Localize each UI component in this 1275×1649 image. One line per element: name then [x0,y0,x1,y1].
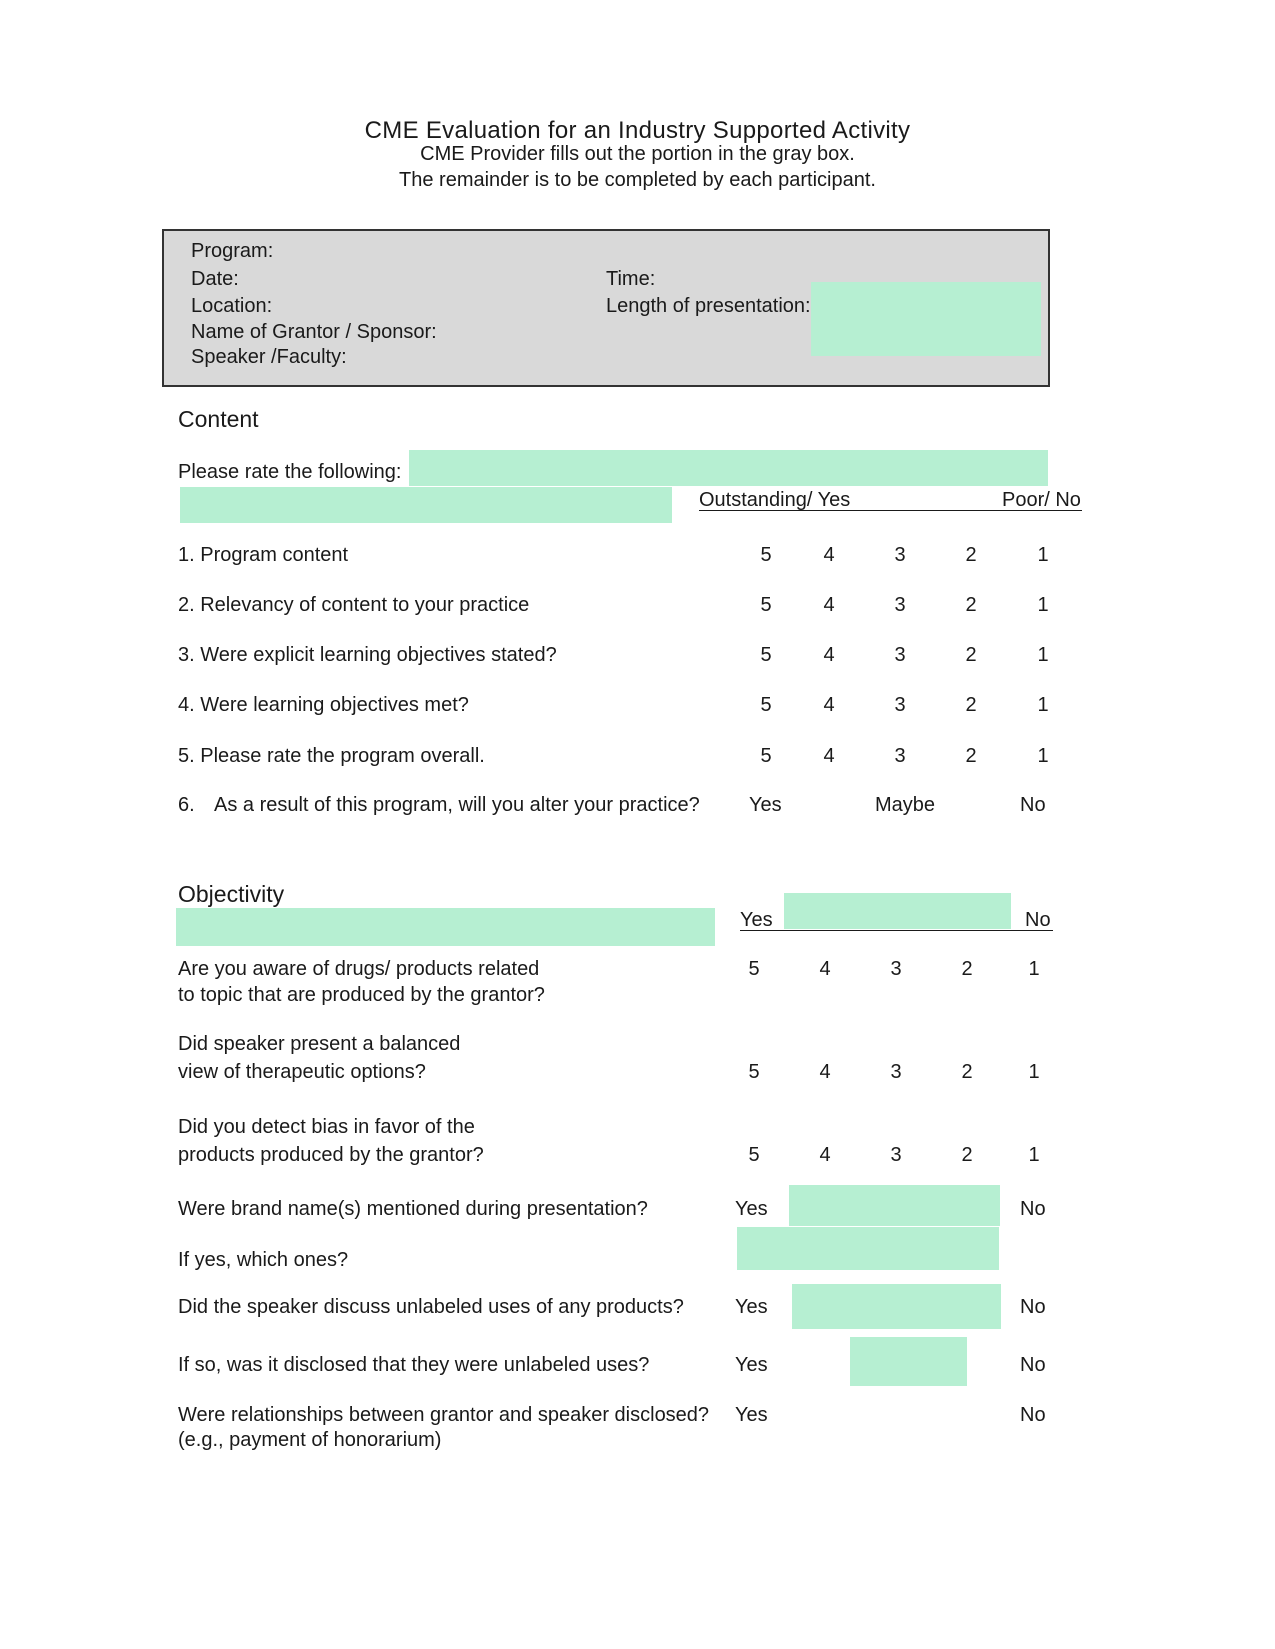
rate-label: Please rate the following: [178,461,402,483]
brand-names-question: Were brand name(s) mentioned during presentation? [178,1198,648,1220]
rating-option-2[interactable]: 2 [961,1061,973,1083]
rating-option-5[interactable]: 5 [748,958,760,980]
option-no[interactable]: No [1020,1296,1046,1318]
rating-option-1[interactable]: 1 [1028,1144,1040,1166]
rating-option-2[interactable]: 2 [965,694,977,716]
content-heading: Content [178,406,259,432]
question-label: 4. Were learning objectives met? [178,694,469,716]
rating-option-3[interactable]: 3 [890,958,902,980]
form-subtitle-1: CME Provider fills out the portion in the gray box. [420,143,855,165]
unlabeled-uses-field[interactable] [792,1284,1001,1329]
rating-option-1[interactable]: 1 [1037,745,1049,767]
rating-option-5[interactable]: 5 [748,1144,760,1166]
rating-option-1[interactable]: 1 [1037,594,1049,616]
rating-option-4[interactable]: 4 [823,644,835,666]
rating-option-4[interactable]: 4 [819,1061,831,1083]
rating-option-2[interactable]: 2 [965,544,977,566]
rating-option-4[interactable]: 4 [823,694,835,716]
location-label: Location: [191,295,273,317]
rating-option-2[interactable]: 2 [965,745,977,767]
option-no[interactable]: No [1020,1354,1046,1376]
rating-option-2[interactable]: 2 [965,594,977,616]
rating-option-2[interactable]: 2 [961,958,973,980]
question-label: 5. Please rate the program overall. [178,745,485,767]
option-yes[interactable]: Yes [749,794,782,816]
rating-option-2[interactable]: 2 [961,1144,973,1166]
which-ones-field[interactable] [737,1227,999,1270]
option-yes[interactable]: Yes [735,1404,768,1426]
question-label-line-2: view of therapeutic options? [178,1061,426,1083]
rate-field-2[interactable] [180,487,672,523]
question-6-number: 6. [178,794,195,816]
rating-option-4[interactable]: 4 [823,544,835,566]
speaker-label: Speaker /Faculty: [191,346,347,368]
rating-option-4[interactable]: 4 [819,1144,831,1166]
option-yes[interactable]: Yes [735,1198,768,1220]
rating-option-1[interactable]: 1 [1037,544,1049,566]
question-6-label: As a result of this program, will you alter your practice? [214,794,700,816]
disclosed-unlabeled-field[interactable] [850,1337,967,1386]
rating-option-5[interactable]: 5 [760,644,772,666]
rating-option-5[interactable]: 5 [760,694,772,716]
option-no[interactable]: No [1020,794,1046,816]
brand-names-field[interactable] [789,1185,1000,1226]
scale-left-label: Outstanding/ Yes [699,489,851,511]
rating-option-5[interactable]: 5 [760,544,772,566]
rating-option-1[interactable]: 1 [1028,1061,1040,1083]
rating-option-3[interactable]: 3 [890,1061,902,1083]
form-subtitle-2: The remainder is to be completed by each participant. [399,169,876,191]
time-label: Time: [606,268,656,290]
question-label-line-1: Did speaker present a balanced [178,1033,461,1055]
question-label-line-1: Did you detect bias in favor of the [178,1116,475,1138]
objectivity-heading: Objectivity [178,881,285,907]
objectivity-scale-left: Yes [740,909,773,931]
option-yes[interactable]: Yes [735,1354,768,1376]
rating-option-4[interactable]: 4 [819,958,831,980]
question-label: 2. Relevancy of content to your practice [178,594,530,616]
rating-option-3[interactable]: 3 [894,694,906,716]
unlabeled-uses-question: Did the speaker discuss unlabeled uses of any products? [178,1296,684,1318]
rate-field[interactable] [409,450,1048,486]
question-label: 3. Were explicit learning objectives stated? [178,644,557,666]
rating-option-3[interactable]: 3 [894,544,906,566]
program-label: Program: [191,240,274,262]
grantor-label: Name of Grantor / Sponsor: [191,321,437,343]
scale-right-label: Poor/ No [1002,489,1081,511]
rating-option-4[interactable]: 4 [823,745,835,767]
objectivity-scale-field[interactable] [784,893,1011,929]
option-no[interactable]: No [1020,1198,1046,1220]
length-label: Length of presentation: [606,295,811,317]
rating-option-1[interactable]: 1 [1037,644,1049,666]
question-label-line-2: to topic that are produced by the grantor? [178,984,545,1006]
rating-option-3[interactable]: 3 [894,745,906,767]
rating-option-1[interactable]: 1 [1028,958,1040,980]
rating-option-3[interactable]: 3 [894,594,906,616]
rating-option-3[interactable]: 3 [894,644,906,666]
objectivity-field[interactable] [176,908,715,946]
objectivity-scale-right: No [1025,909,1051,931]
objectivity-scale-underline [740,930,1053,931]
length-field[interactable] [811,282,1041,356]
rating-option-5[interactable]: 5 [748,1061,760,1083]
rating-option-4[interactable]: 4 [823,594,835,616]
rating-option-3[interactable]: 3 [890,1144,902,1166]
rating-option-5[interactable]: 5 [760,594,772,616]
rating-option-2[interactable]: 2 [965,644,977,666]
which-ones-question: If yes, which ones? [178,1249,349,1271]
question-label: 1. Program content [178,544,349,566]
rating-option-5[interactable]: 5 [760,745,772,767]
relationships-question: Were relationships between grantor and speaker disclosed? [178,1404,710,1426]
option-yes[interactable]: Yes [735,1296,768,1318]
rating-option-1[interactable]: 1 [1037,694,1049,716]
date-label: Date: [191,268,239,290]
question-label-line-2: products produced by the grantor? [178,1144,484,1166]
relationships-question-example: (e.g., payment of honorarium) [178,1429,442,1451]
disclosed-unlabeled-question: If so, was it disclosed that they were unlabeled uses? [178,1354,650,1376]
form-title: CME Evaluation for an Industry Supported Activity [364,117,911,144]
question-label-line-1: Are you aware of drugs/ products related [178,958,540,980]
option-maybe[interactable]: Maybe [875,794,936,816]
option-no[interactable]: No [1020,1404,1046,1426]
